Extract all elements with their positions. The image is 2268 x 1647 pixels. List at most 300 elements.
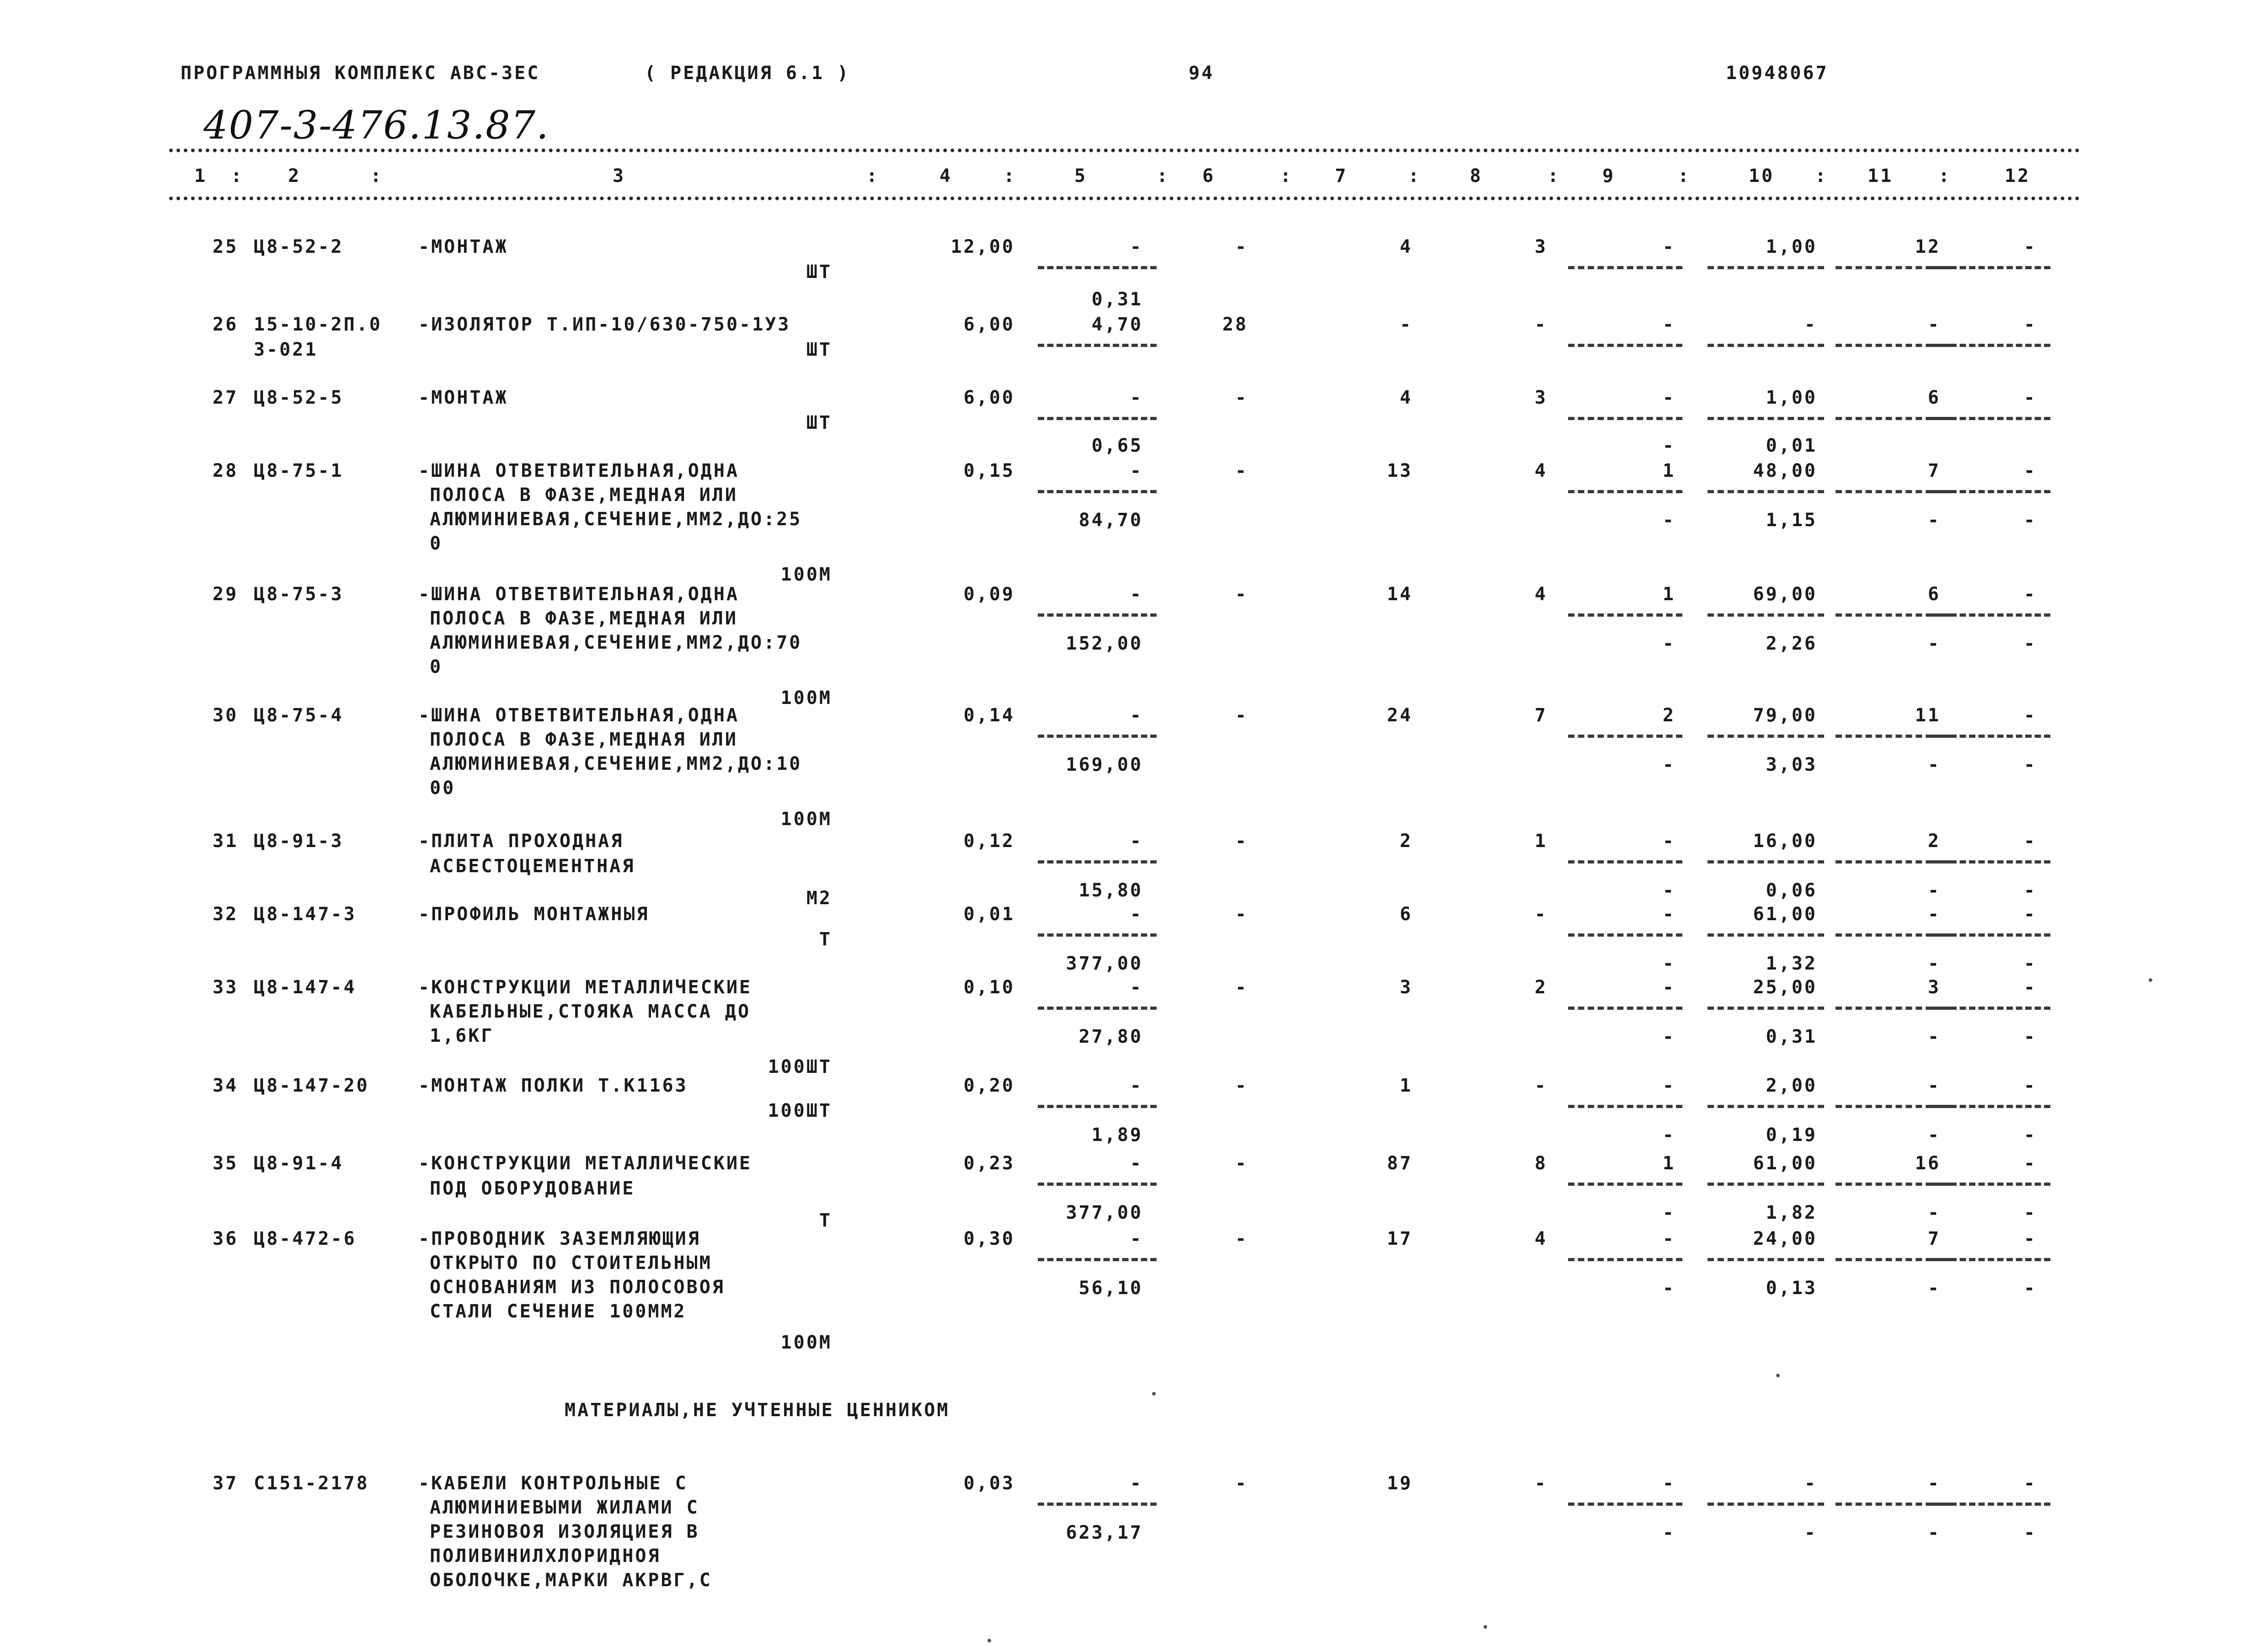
value-divider — [1038, 1105, 1157, 1108]
row-description-line: 00 — [430, 778, 456, 799]
row-unit: ШТ — [806, 412, 832, 433]
value-cell: 377,00 — [1066, 953, 1143, 974]
scan-speck — [1776, 1374, 1780, 1377]
value-cell: - — [1130, 387, 1143, 408]
value-cell: 12 — [1915, 236, 1941, 257]
value-cell: - — [1130, 1473, 1143, 1494]
value-divider — [1932, 1105, 2050, 1108]
row-number: 31 — [213, 831, 239, 852]
edition-label: ( РЕДАКЦИЯ 6.1 ) — [645, 63, 850, 84]
value-cell: 28 — [1222, 314, 1248, 335]
row-description-line: -МОНТАЖ — [418, 387, 508, 408]
column-header-cell: 4 — [939, 165, 953, 187]
value-cell: - — [1662, 904, 1676, 925]
value-divider — [1708, 344, 1824, 347]
value-cell: 1 — [1399, 1075, 1413, 1096]
column-header-cell: : — [866, 165, 880, 187]
value-divider — [1708, 860, 1824, 863]
value-cell: 24,00 — [1753, 1228, 1817, 1249]
value-cell: 15,80 — [1078, 880, 1143, 901]
value-cell: - — [1662, 754, 1676, 775]
value-cell: 11 — [1915, 705, 1941, 726]
row-code: Ц8-75-3 — [254, 584, 344, 605]
value-cell: 4,70 — [1091, 314, 1143, 335]
value-cell: - — [1235, 1228, 1248, 1249]
row-description-line: ОБОЛОЧКЕ,МАРКИ АКРВГ,С — [430, 1570, 712, 1591]
row-unit: ШТ — [806, 339, 832, 360]
value-cell: - — [1927, 633, 1941, 654]
value-cell: 1,82 — [1766, 1202, 1817, 1223]
value-divider — [1568, 266, 1682, 269]
row-description-line: ПОД ОБОРУДОВАНИЕ — [430, 1178, 635, 1199]
value-cell: - — [1927, 510, 1941, 531]
value-cell: 0,31 — [1766, 1026, 1817, 1047]
value-divider — [1568, 344, 1682, 347]
value-cell: 2 — [1927, 831, 1941, 852]
value-cell: - — [1662, 1125, 1676, 1146]
value-cell: 1,00 — [1766, 236, 1817, 257]
row-unit: 100М — [780, 1332, 832, 1353]
value-divider — [1932, 735, 2050, 738]
quantity-cell: 0,03 — [963, 1473, 1015, 1494]
value-cell: - — [1927, 1278, 1941, 1299]
row-number: 25 — [213, 236, 239, 257]
column-header-cell: 6 — [1202, 165, 1216, 187]
value-cell: 1 — [1662, 1153, 1676, 1174]
value-cell: - — [1927, 880, 1941, 901]
value-cell: - — [1662, 1026, 1676, 1047]
row-description-line: -ПРОВОДНИК ЗАЗЕМЛЯЮЩИЯ — [418, 1228, 701, 1249]
row-description-line: 0 — [430, 533, 443, 554]
value-divider — [1568, 860, 1682, 863]
row-description-line: ПОЛОСА В ФАЗЕ,МЕДНАЯ ИЛИ — [430, 608, 738, 629]
value-divider — [1568, 490, 1682, 493]
value-cell: 2,00 — [1766, 1075, 1817, 1096]
row-number: 33 — [213, 977, 239, 998]
column-header-cell: 11 — [1868, 165, 1894, 187]
value-cell: - — [1662, 1075, 1676, 1096]
row-unit: 100М — [780, 564, 832, 585]
value-cell: 16,00 — [1753, 831, 1817, 852]
column-header-cell: 8 — [1470, 165, 1483, 187]
value-cell: - — [1130, 904, 1143, 925]
value-cell: - — [2023, 236, 2037, 257]
value-cell: 19 — [1387, 1473, 1413, 1494]
row-description-line: -ПЛИТА ПРОХОДНАЯ — [418, 831, 624, 852]
row-description-line: 0 — [430, 656, 443, 677]
value-divider — [1932, 344, 2050, 347]
value-cell: - — [2023, 1473, 2037, 1494]
value-cell: 6 — [1927, 584, 1941, 605]
value-divider — [1932, 417, 2050, 420]
value-divider — [1038, 1258, 1157, 1261]
column-header-cell: 12 — [2005, 165, 2031, 187]
value-cell: 3 — [1534, 387, 1548, 408]
row-code: Ц8-147-3 — [254, 904, 357, 925]
row-code: Ц8-91-3 — [254, 831, 344, 852]
value-cell: - — [2023, 754, 2037, 775]
value-divider — [1708, 735, 1824, 738]
column-header-cell: 9 — [1602, 165, 1616, 187]
value-cell: - — [2023, 1522, 2037, 1543]
row-description-line: АЛЮМИНИЕВАЯ,СЕЧЕНИЕ,ММ2,ДО:25 — [430, 509, 802, 530]
column-header-cell: 2 — [288, 165, 301, 187]
value-cell: - — [1235, 831, 1248, 852]
column-header-cell: : — [1938, 165, 1952, 187]
value-cell: - — [1235, 236, 1248, 257]
row-description-line: 1,6КГ — [430, 1025, 494, 1046]
row-code: Ц8-91-4 — [254, 1153, 344, 1174]
row-code: Ц8-75-1 — [254, 460, 344, 481]
row-code: С151-2178 — [254, 1473, 369, 1494]
value-cell: 0,13 — [1766, 1278, 1817, 1299]
value-cell: - — [1235, 705, 1248, 726]
value-cell: - — [1662, 510, 1676, 531]
section-title: МАТЕРИАЛЫ,НЕ УЧТЕННЫЕ ЦЕННИКОМ — [565, 1400, 950, 1421]
value-divider — [1708, 417, 1824, 420]
quantity-cell: 0,23 — [963, 1153, 1015, 1174]
row-number: 30 — [213, 705, 239, 726]
value-divider — [1038, 266, 1157, 269]
value-cell: 2,26 — [1766, 633, 1817, 654]
column-header-cell: : — [370, 165, 384, 187]
row-number: 32 — [213, 904, 239, 925]
value-cell: - — [1130, 1075, 1143, 1096]
quantity-cell: 0,01 — [963, 904, 1015, 925]
value-divider — [1708, 933, 1824, 937]
column-header-cell: : — [1678, 165, 1691, 187]
row-code: Ц8-52-2 — [254, 236, 344, 257]
value-cell: - — [1399, 314, 1413, 335]
row-code: Ц8-52-5 — [254, 387, 344, 408]
program-title: ПРОГРАММНЫЯ КОМПЛЕКС АВС-ЗЕС — [181, 63, 540, 84]
value-cell: - — [1662, 1228, 1676, 1249]
document-number: 10948067 — [1726, 63, 1829, 84]
value-cell: - — [1927, 1026, 1941, 1047]
column-header-cell: : — [1408, 165, 1421, 187]
value-divider — [1708, 1183, 1824, 1186]
value-divider — [1038, 735, 1157, 738]
value-cell: - — [1804, 1473, 1817, 1494]
value-cell: 1,15 — [1766, 510, 1817, 531]
value-cell: - — [1235, 387, 1248, 408]
row-description-line: ПОЛОСА В ФАЗЕ,МЕДНАЯ ИЛИ — [430, 485, 738, 506]
value-cell: - — [1235, 904, 1248, 925]
value-cell: 1 — [1662, 584, 1676, 605]
value-cell: 16 — [1915, 1153, 1941, 1174]
row-description-line: -КОНСТРУКЦИИ МЕТАЛЛИЧЕСКИЕ — [418, 1153, 752, 1174]
value-cell: 8 — [1534, 1153, 1548, 1174]
row-code: Ц8-147-20 — [254, 1075, 369, 1096]
value-cell: 3 — [1399, 977, 1413, 998]
row-number: 26 — [213, 314, 239, 335]
value-cell: - — [1662, 1473, 1676, 1494]
value-cell: 4 — [1399, 387, 1413, 408]
value-cell: - — [1927, 1473, 1941, 1494]
value-cell: - — [2023, 705, 2037, 726]
row-unit: М2 — [806, 888, 832, 909]
value-cell: - — [1534, 1473, 1548, 1494]
value-cell: - — [1534, 904, 1548, 925]
value-divider — [1568, 417, 1682, 420]
value-cell: - — [1130, 831, 1143, 852]
value-cell: - — [1804, 1522, 1817, 1543]
value-cell: - — [1662, 831, 1676, 852]
value-cell: - — [1662, 314, 1676, 335]
value-cell: 0,01 — [1766, 435, 1817, 456]
value-cell: - — [1927, 904, 1941, 925]
value-divider — [1038, 417, 1157, 420]
column-header-cell: 1 — [194, 165, 208, 187]
value-cell: - — [2023, 1125, 2037, 1146]
value-cell: 4 — [1534, 460, 1548, 481]
value-cell: 4 — [1534, 1228, 1548, 1249]
value-cell: - — [1534, 1075, 1548, 1096]
row-description-line: -КОНСТРУКЦИИ МЕТАЛЛИЧЕСКИЕ — [418, 977, 752, 998]
value-cell: - — [1235, 460, 1248, 481]
row-number: 36 — [213, 1228, 239, 1249]
column-header-cell: : — [231, 165, 244, 187]
value-cell: 14 — [1387, 584, 1413, 605]
value-cell: - — [2023, 1202, 2037, 1223]
value-cell: 1 — [1662, 460, 1676, 481]
value-divider — [1708, 1503, 1824, 1506]
row-unit: Т — [819, 1210, 832, 1231]
value-cell: - — [1130, 1228, 1143, 1249]
value-cell: - — [1130, 1153, 1143, 1174]
value-cell: - — [1662, 880, 1676, 901]
value-cell: 0,06 — [1766, 880, 1817, 901]
value-cell: 48,00 — [1753, 460, 1817, 481]
value-cell: - — [2023, 953, 2037, 974]
value-cell: - — [2023, 1153, 2037, 1174]
scan-speck — [2149, 978, 2152, 982]
column-header-rule — [169, 197, 2080, 200]
value-cell: - — [1927, 953, 1941, 974]
handwritten-code: 407-3-476.13.87. — [203, 103, 550, 148]
value-divider — [1038, 490, 1157, 493]
value-cell: 7 — [1927, 1228, 1941, 1249]
quantity-cell: 0,14 — [963, 705, 1015, 726]
value-divider — [1932, 1183, 2050, 1186]
value-cell: - — [2023, 904, 2037, 925]
value-cell: - — [1235, 584, 1248, 605]
value-divider — [1038, 344, 1157, 347]
value-cell: 69,00 — [1753, 584, 1817, 605]
quantity-cell: 0,30 — [963, 1228, 1015, 1249]
row-code-continued: 3-021 — [254, 339, 318, 360]
value-divider — [1708, 1007, 1824, 1010]
column-header-cell: 7 — [1335, 165, 1348, 187]
value-cell: 61,00 — [1753, 1153, 1817, 1174]
value-divider — [1568, 1105, 1682, 1108]
value-cell: - — [2023, 1075, 2037, 1096]
row-unit: 100М — [780, 809, 832, 830]
value-divider — [1038, 933, 1157, 937]
value-cell: 152,00 — [1066, 633, 1143, 654]
row-description-line: СТАЛИ СЕЧЕНИЕ 100ММ2 — [430, 1301, 687, 1322]
value-divider — [1568, 1258, 1682, 1261]
row-description-line: -ШИНА ОТВЕТВИТЕЛЬНАЯ,ОДНА — [418, 584, 740, 605]
value-cell: - — [1804, 314, 1817, 335]
column-header-cell: 3 — [613, 165, 626, 187]
row-unit: 100М — [780, 688, 832, 709]
value-divider — [1708, 1105, 1824, 1108]
value-divider — [1932, 613, 2050, 617]
quantity-cell: 6,00 — [963, 387, 1015, 408]
value-cell: - — [1662, 1202, 1676, 1223]
column-header-cell: : — [1003, 165, 1017, 187]
quantity-cell: 0,20 — [963, 1075, 1015, 1096]
value-divider — [1932, 1258, 2050, 1261]
row-unit: 100ШТ — [768, 1056, 832, 1077]
row-description-line: АЛЮМИНИЕВАЯ,СЕЧЕНИЕ,ММ2,ДО:10 — [430, 753, 802, 774]
value-cell: 623,17 — [1066, 1522, 1143, 1543]
scan-speck — [1152, 1392, 1156, 1396]
value-cell: - — [1927, 314, 1941, 335]
value-cell: 25,00 — [1753, 977, 1817, 998]
row-description-line: -МОНТАЖ ПОЛКИ Т.К1163 — [418, 1075, 688, 1096]
value-cell: - — [1927, 1075, 1941, 1096]
value-divider — [1568, 933, 1682, 937]
value-divider — [1038, 613, 1157, 617]
value-divider — [1932, 1007, 2050, 1010]
value-cell: - — [1662, 435, 1676, 456]
table-top-rule — [169, 149, 2080, 152]
quantity-cell: 0,12 — [963, 831, 1015, 852]
page-number: 94 — [1189, 63, 1215, 84]
value-cell: 13 — [1387, 460, 1413, 481]
value-cell: 17 — [1387, 1228, 1413, 1249]
value-cell: - — [1927, 1522, 1941, 1543]
column-header-cell: 10 — [1749, 165, 1775, 187]
value-divider — [1932, 490, 2050, 493]
value-cell: 3,03 — [1766, 754, 1817, 775]
value-cell: - — [1534, 314, 1548, 335]
value-divider — [1708, 1258, 1824, 1261]
value-divider — [1932, 266, 2050, 269]
value-divider — [1708, 490, 1824, 493]
value-divider — [1038, 1007, 1157, 1010]
value-cell: 377,00 — [1066, 1202, 1143, 1223]
value-divider — [1568, 1183, 1682, 1186]
value-cell: 169,00 — [1066, 754, 1143, 775]
value-cell: - — [2023, 1026, 2037, 1047]
quantity-cell: 6,00 — [963, 314, 1015, 335]
row-number: 35 — [213, 1153, 239, 1174]
value-cell: - — [1235, 1153, 1248, 1174]
value-cell: 0,65 — [1091, 435, 1143, 456]
value-cell: 84,70 — [1078, 510, 1143, 531]
quantity-cell: 0,09 — [963, 584, 1015, 605]
row-unit: 100ШТ — [768, 1100, 832, 1121]
value-cell: 1,00 — [1766, 387, 1817, 408]
value-cell: - — [1927, 754, 1941, 775]
value-cell: 4 — [1534, 584, 1548, 605]
value-divider — [1932, 933, 2050, 937]
row-number: 28 — [213, 460, 239, 481]
value-cell: 79,00 — [1753, 705, 1817, 726]
row-description-line: РЕЗИНОВОЯ ИЗОЛЯЦИЕЯ В — [430, 1521, 699, 1542]
value-cell: 4 — [1399, 236, 1413, 257]
value-cell: 61,00 — [1753, 904, 1817, 925]
column-header-cell: : — [1815, 165, 1828, 187]
value-cell: 2 — [1662, 705, 1676, 726]
row-description-line: АЛЮМИНИЕВАЯ,СЕЧЕНИЕ,ММ2,ДО:70 — [430, 632, 802, 653]
value-cell: 0,19 — [1766, 1125, 1817, 1146]
row-description-line: ОСНОВАНИЯМ ИЗ ПОЛОСОВОЯ — [430, 1277, 725, 1298]
row-description-line: -ИЗОЛЯТОР Т.ИП-10/630-750-1УЗ — [418, 314, 791, 335]
row-number: 29 — [213, 584, 239, 605]
value-cell: - — [1662, 236, 1676, 257]
value-cell: - — [1662, 387, 1676, 408]
column-header-cell: : — [1280, 165, 1293, 187]
scan-speck — [987, 1639, 991, 1642]
value-divider — [1568, 1503, 1682, 1506]
row-number: 37 — [213, 1473, 239, 1494]
value-divider — [1932, 1503, 2050, 1506]
value-cell: 2 — [1534, 977, 1548, 998]
value-cell: - — [1662, 953, 1676, 974]
value-cell: 56,10 — [1078, 1278, 1143, 1299]
value-cell: - — [1130, 584, 1143, 605]
value-divider — [1038, 1183, 1157, 1186]
value-cell: 7 — [1534, 705, 1548, 726]
row-description-line: -ШИНА ОТВЕТВИТЕЛЬНАЯ,ОДНА — [418, 705, 740, 726]
value-cell: - — [1662, 633, 1676, 654]
value-cell: 6 — [1399, 904, 1413, 925]
value-divider — [1568, 735, 1682, 738]
value-cell: 1,32 — [1766, 953, 1817, 974]
row-description-line: КАБЕЛЬНЫЕ,СТОЯКА МАССА ДО — [430, 1001, 751, 1022]
row-description-line: ПОЛОСА В ФАЗЕ,МЕДНАЯ ИЛИ — [430, 729, 738, 750]
value-divider — [1708, 266, 1824, 269]
value-cell: 87 — [1387, 1153, 1413, 1174]
value-cell: - — [2023, 387, 2037, 408]
quantity-cell: 0,15 — [963, 460, 1015, 481]
value-cell: - — [1130, 705, 1143, 726]
row-description-line: ОТКРЫТО ПО СТОИТЕЛЬНЫМ — [430, 1253, 712, 1274]
row-description-line: -КАБЕЛИ КОНТРОЛЬНЫЕ С — [418, 1473, 688, 1494]
value-divider — [1568, 613, 1682, 617]
column-header-cell: 5 — [1074, 165, 1088, 187]
value-cell: - — [2023, 1278, 2037, 1299]
value-cell: 3 — [1927, 977, 1941, 998]
value-cell: - — [1130, 977, 1143, 998]
value-divider — [1708, 613, 1824, 617]
value-cell: 24 — [1387, 705, 1413, 726]
value-cell: - — [2023, 633, 2037, 654]
scan-speck — [1484, 1625, 1487, 1629]
value-cell: 1,89 — [1091, 1125, 1143, 1146]
value-cell: - — [1235, 1075, 1248, 1096]
value-cell: - — [1130, 460, 1143, 481]
row-code: Ц8-472-6 — [254, 1228, 357, 1249]
row-description-line: АЛЮМИНИЕВЫМИ ЖИЛАМИ С — [430, 1497, 699, 1518]
column-header-cell: : — [1548, 165, 1561, 187]
row-unit: ШТ — [806, 261, 832, 282]
value-cell: - — [2023, 831, 2037, 852]
row-description-line: АСБЕСТОЦЕМЕНТНАЯ — [430, 856, 635, 877]
value-cell: - — [1927, 1125, 1941, 1146]
value-cell: 1 — [1534, 831, 1548, 852]
value-cell: - — [2023, 1228, 2037, 1249]
quantity-cell: 0,10 — [963, 977, 1015, 998]
value-cell: - — [1927, 1202, 1941, 1223]
row-code: 15-10-2П.0 — [254, 314, 382, 335]
row-description-line: ПОЛИВИНИЛХЛОРИДНОЯ — [430, 1546, 661, 1567]
value-divider — [1038, 1503, 1157, 1506]
